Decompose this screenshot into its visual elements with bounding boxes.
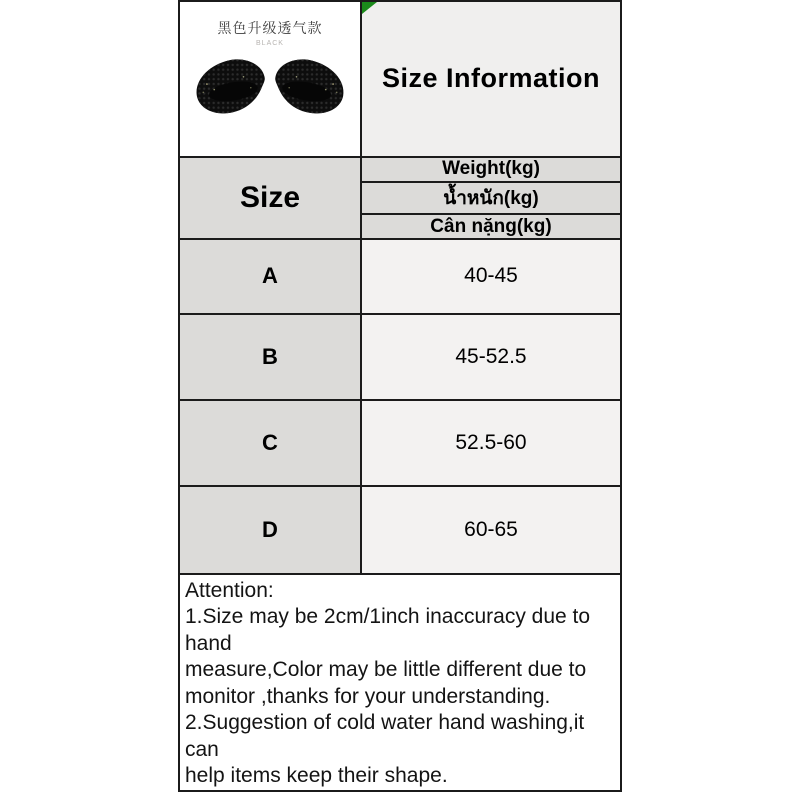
attention-line: Attention: [185,578,274,602]
green-corner-marker-icon [362,2,377,14]
weight-header-th: น้ำหนัก(kg) [362,181,620,213]
weight-value-d: 60-65 [362,487,620,573]
attention-note [180,575,620,790]
attention-line: help items keep their shape. [185,764,448,788]
top-row [180,2,620,158]
table-row [180,240,620,314]
size-label-c: C [180,401,362,485]
size-information-title: Size Information [381,63,600,94]
weight-value-a: 40-45 [362,240,620,312]
weight-header-group [362,158,620,238]
breast-pads-image [189,53,351,117]
weight-value-b: 45-52.5 [362,315,620,400]
attention-line: monitor ,thanks for your understanding. [185,684,551,708]
weight-value-c: 52.5-60 [362,401,620,485]
attention-line: measure,Color may be little different due to [185,658,587,682]
product-title: 黑色升级透气款 [217,20,323,36]
attention-line: 2.Suggestion of cold water hand washing,it can [185,711,585,761]
size-information-header-cell [362,2,620,156]
product-image-cell [180,2,362,156]
table-row [180,401,620,487]
size-column-header: Size [180,158,362,238]
attention-line: 1.Size may be 2cm/1inch inaccuracy due to hand [185,605,591,655]
table-row [180,487,620,575]
table-row [180,315,620,402]
weight-header-vi: Cân nặng(kg) [362,213,620,238]
table-header-row [180,158,620,240]
size-label-a: A [180,240,362,312]
size-chart-sheet [178,0,622,792]
size-label-d: D [180,487,362,573]
product-subtitle: BLACK [256,40,284,47]
size-label-b: B [180,315,362,400]
weight-header-en: Weight(kg) [362,158,620,181]
attention-text [185,578,614,790]
